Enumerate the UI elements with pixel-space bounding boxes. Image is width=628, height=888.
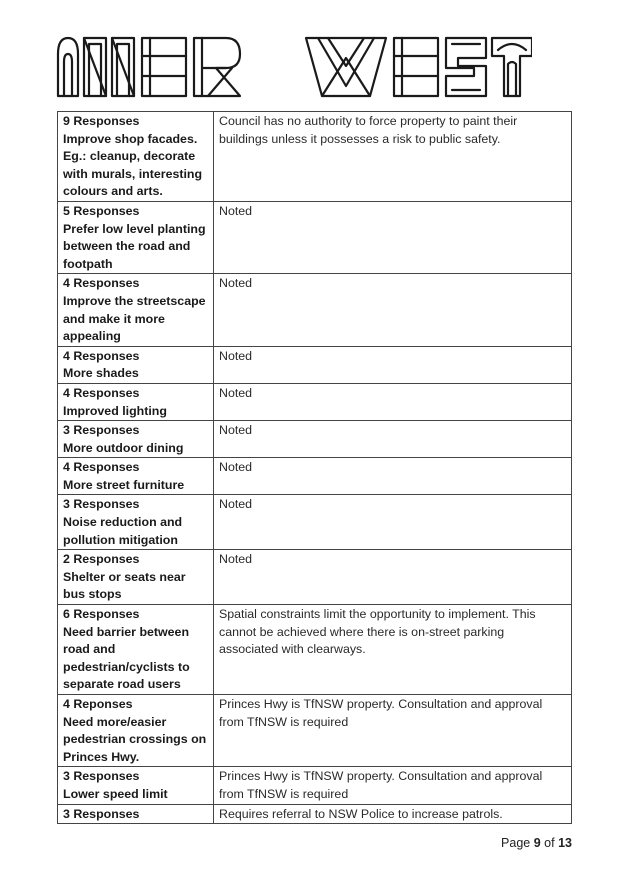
council-response-cell: Noted (214, 274, 572, 346)
council-response-cell: Requires referral to NSW Police to increase patrols. (214, 804, 572, 824)
response-count: 6 Responses (63, 607, 140, 622)
council-response-cell: Noted (214, 421, 572, 458)
issue-topic: More outdoor dining (63, 440, 184, 455)
table-row (58, 495, 572, 550)
issue-cell (58, 201, 214, 273)
response-count: 9 Responses (63, 114, 140, 128)
table-row (58, 550, 572, 605)
table-row (58, 201, 572, 273)
issue-cell (58, 346, 214, 383)
council-response-cell: Noted (214, 201, 572, 273)
council-response-cell: Princes Hwy is TfNSW property. Consultation and approval from TfNSW is required (214, 695, 572, 767)
inner-west-logo-graphic (56, 36, 532, 98)
table-row (58, 767, 572, 804)
total-pages-number: 13 (558, 836, 572, 850)
response-count: 5 Responses (63, 203, 140, 218)
council-response-cell: Council has no authority to force property to paint their buildings unless it possesses a risk to public safety. (214, 112, 572, 202)
issue-cell (58, 804, 214, 824)
issue-topic: Prefer low level planting between the road and footpath (63, 221, 206, 271)
issue-topic: Lower speed limit (63, 786, 168, 801)
response-count: 4 Responses (63, 385, 140, 400)
response-count: 2 Responses (63, 552, 140, 567)
table-row (58, 274, 572, 346)
council-response-cell: Noted (214, 383, 572, 420)
council-response-cell: Noted (214, 458, 572, 495)
inner-west-logo (56, 36, 532, 98)
page-label: Page (501, 836, 531, 850)
responses-table (57, 111, 572, 824)
council-response-cell: Noted (214, 346, 572, 383)
issue-topic: Need more/easier pedestrian crossings on Princes Hwy. (63, 714, 207, 764)
table-row (58, 458, 572, 495)
council-response-cell: Princes Hwy is TfNSW property. Consultation and approval from TfNSW is required (214, 767, 572, 804)
table-row (58, 112, 572, 202)
response-count: 4 Responses (63, 460, 140, 475)
issue-cell (58, 550, 214, 605)
issue-cell (58, 112, 214, 202)
response-count: 4 Reponses (63, 697, 133, 711)
of-label: of (544, 836, 555, 850)
response-count: 3 Responses (63, 806, 140, 821)
response-count: 3 Responses (63, 497, 140, 512)
issue-cell (58, 605, 214, 695)
council-response-cell: Noted (214, 550, 572, 605)
table-row (58, 695, 572, 767)
table-row (58, 605, 572, 695)
issue-cell (58, 383, 214, 420)
issue-cell (58, 421, 214, 458)
issue-topic: Need barrier between road and pedestrian/cyclists to separate road users (63, 624, 190, 692)
issue-cell (58, 495, 214, 550)
table-row (58, 421, 572, 458)
response-count: 4 Responses (63, 348, 140, 363)
issue-cell (58, 458, 214, 495)
response-count: 3 Responses (63, 769, 140, 784)
issue-topic: Improved lighting (63, 403, 167, 418)
table-row (58, 383, 572, 420)
council-response-cell: Spatial constraints limit the opportunity to implement. This cannot be achieved where there is on-street parking associated with clearways. (214, 605, 572, 695)
table-row (58, 804, 572, 824)
issue-topic: Shelter or seats near bus stops (63, 569, 186, 602)
issue-topic: More street furniture (63, 477, 185, 492)
response-count: 4 Responses (63, 276, 140, 291)
current-page-number: 9 (533, 836, 541, 850)
response-count: 3 Responses (63, 423, 140, 438)
table-row (58, 346, 572, 383)
issue-cell (58, 767, 214, 804)
council-response-cell: Noted (214, 495, 572, 550)
issue-cell (58, 695, 214, 767)
issue-topic: More shades (63, 366, 139, 381)
issue-cell (58, 274, 214, 346)
issue-topic: Improve shop facades. Eg.: cleanup, decorate with murals, interesting colours and arts. (63, 131, 203, 199)
issue-topic: Noise reduction and pollution mitigation (63, 515, 183, 547)
page-footer (501, 836, 572, 850)
issue-topic: Improve the streetscape and make it more appealing (63, 293, 206, 344)
